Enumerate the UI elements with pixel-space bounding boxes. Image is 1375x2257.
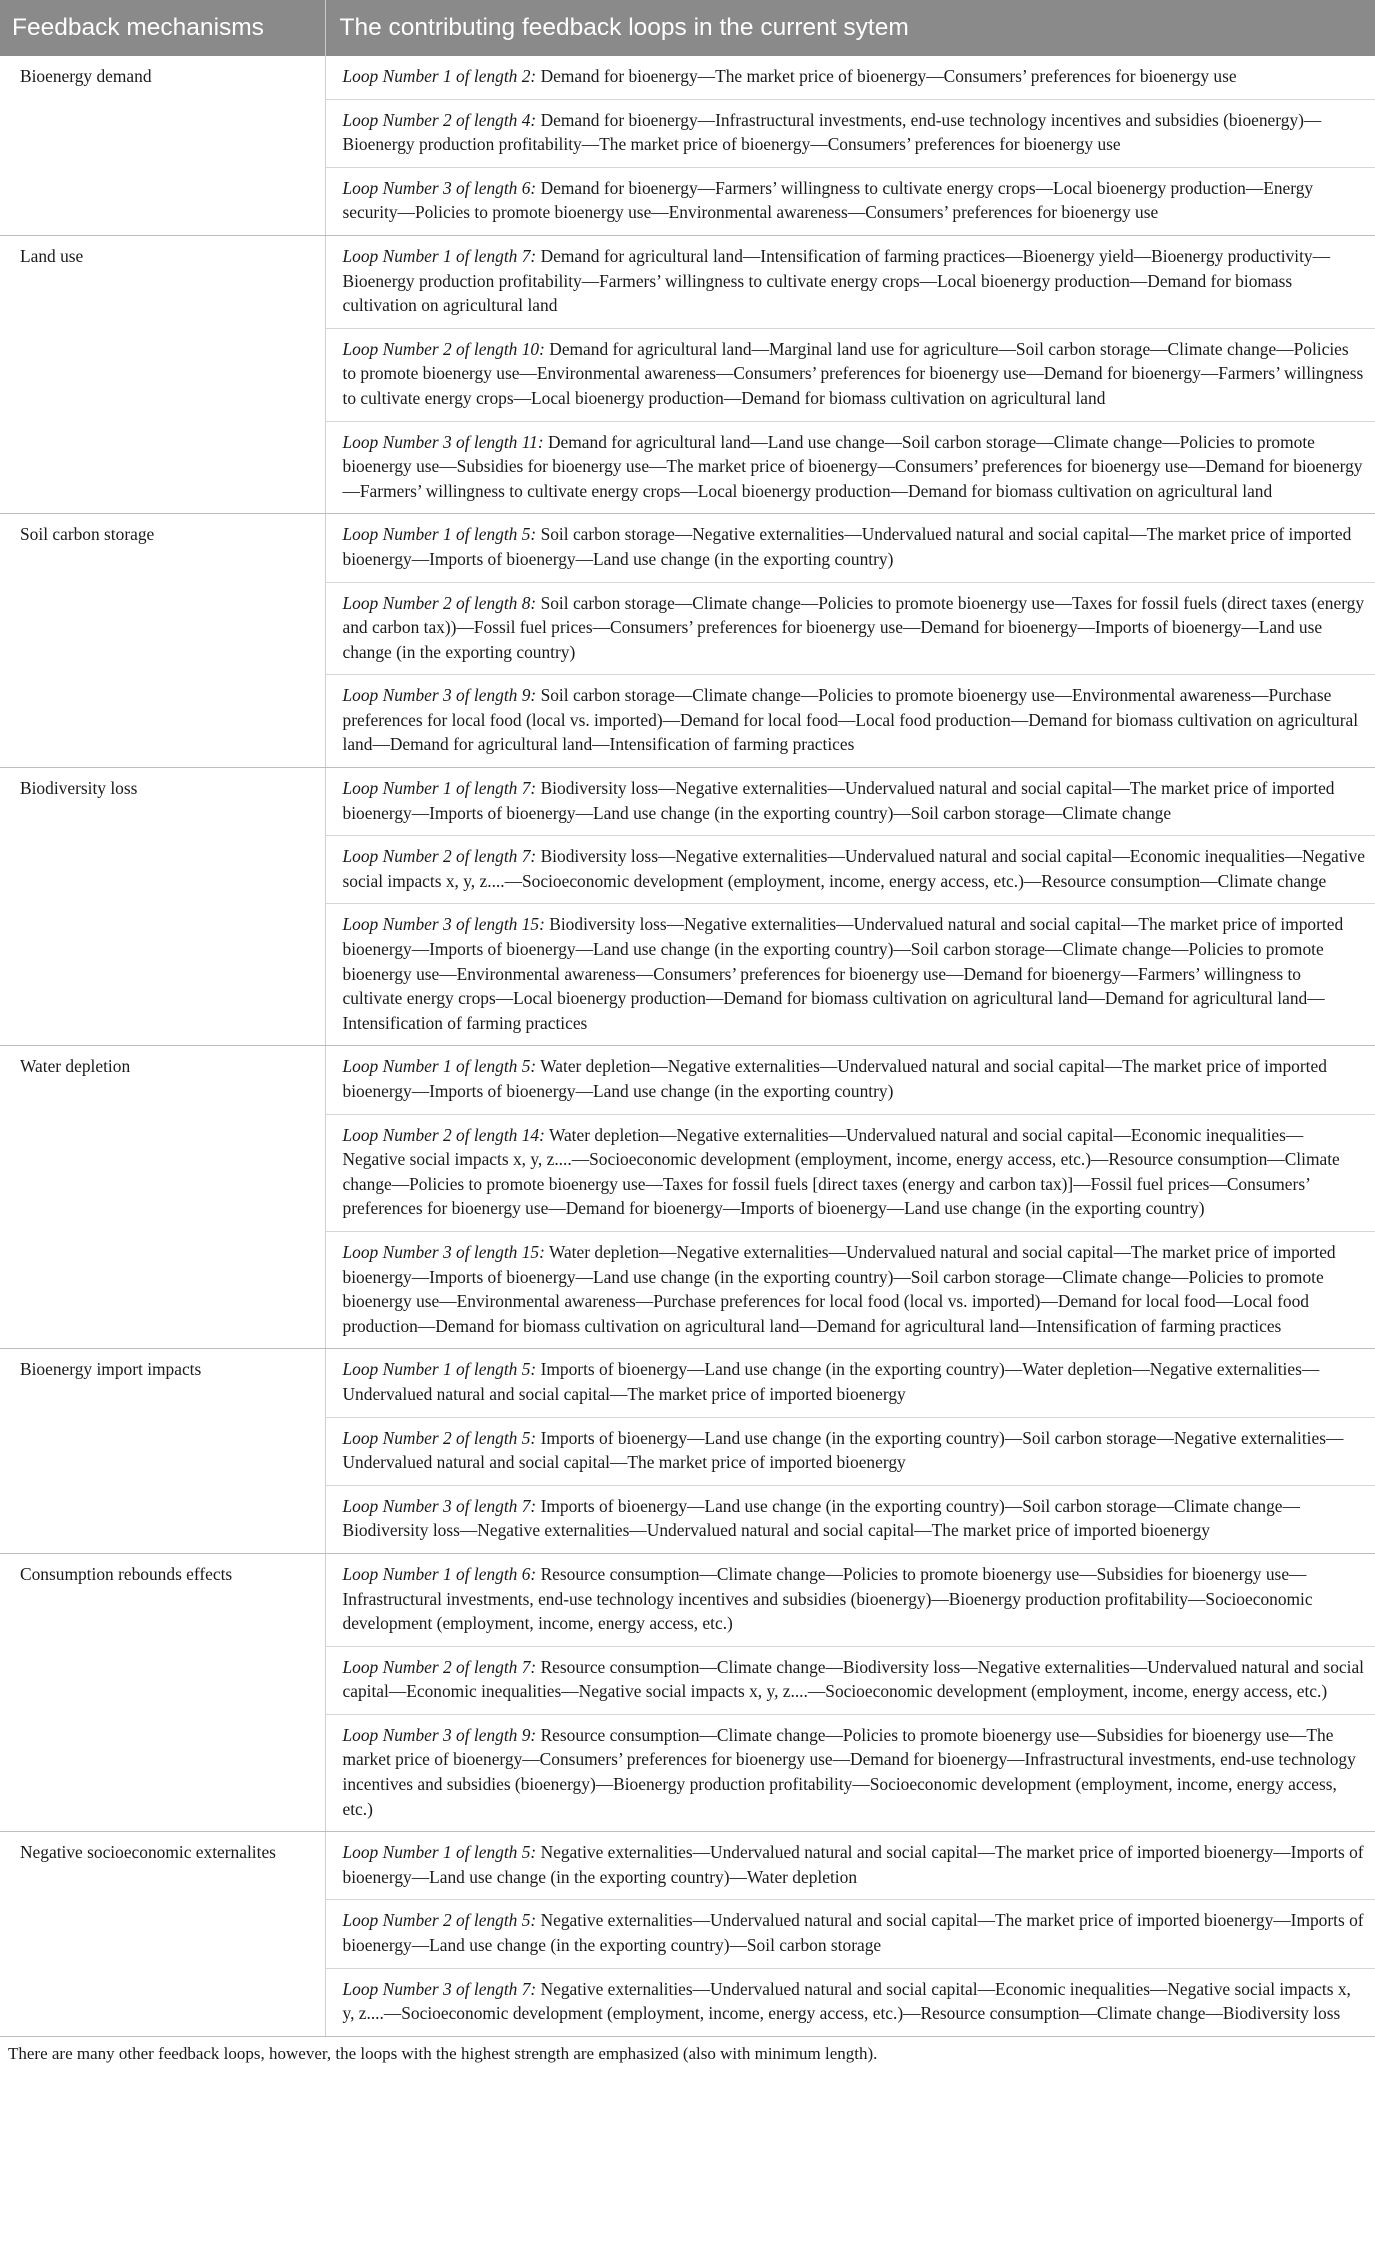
loop-label: Loop Number 3 of length 9: [342,1724,537,1745]
loop-label: Loop Number 2 of length 10: [342,338,545,359]
loop-path-text: Soil carbon storage—Climate change—Policies to promote bioenergy use—Taxes for fossil fuels (direct taxes (energy and carbon tax))—Fossil fuel prices—Consumers’ preferences for bioenergy use—Demand for bioenergy—Imports of bioenergy—Land use change (in the exporting country) [342,592,1365,662]
loop-label: Loop Number 2 of length 5: [342,1427,537,1448]
loops-cell [325,514,1375,768]
loop-entry [326,168,1375,235]
table-row [0,768,1375,1046]
loop-entry [326,675,1375,767]
loop-path-text: Demand for bioenergy—The market price of bioenergy—Consumers’ preferences for bioenergy use [536,66,1237,86]
loops-cell [325,768,1375,1046]
mechanism-cell: Negative socioeconomic externalites [0,1832,325,2037]
loops-cell [325,1553,1375,1831]
loop-label: Loop Number 3 of length 15: [342,1241,545,1262]
loop-label: Loop Number 1 of length 5: [342,524,537,545]
loop-entry [326,836,1375,904]
loop-label: Loop Number 3 of length 7: [342,1978,537,1999]
mechanism-cell: Water depletion [0,1046,325,1349]
loop-path-text: Demand for agricultural land—Marginal land use for agriculture—Soil carbon storage—Climate change—Policies to promote bioenergy use—Environmental awareness—Consumers’ preferences for bioenergy use—Demand for bioenergy—Farmers’ willingness to cultivate energy crops—Local bioenergy production—Demand for biomass cultivation on agricultural land [342,338,1364,408]
loop-entry [326,1115,1375,1232]
loop-path-text: Water depletion—Negative externalities—Undervalued natural and social capital—The market price of imported bioenergy—Imports of bioenergy—Land use change (in the exporting country) [342,1056,1327,1101]
loop-path-text: Imports of bioenergy—Land use change (in the exporting country)—Water depletion—Negative externalities—Undervalued natural and social capital—The market price of imported bioenergy [342,1359,1320,1404]
loop-path-text: Negative externalities—Undervalued natural and social capital—Economic inequalities—Negative social impacts x, y, z....—Socioeconomic development (employment, income, energy access, etc.)—Resource consumption—Climate change—Biodiversity loss [342,1978,1351,2024]
loop-label: Loop Number 1 of length 2: [342,66,537,86]
loop-entry [326,583,1375,676]
loop-path-text: Resource consumption—Climate change—Biodiversity loss—Negative externalities—Undervalued natural and social capital—Economic inequalities—Negative social impacts x, y, z....—Socioeconomic development (employment, income, energy access, etc.) [342,1656,1364,1702]
loop-path-text: Water depletion—Negative externalities—Undervalued natural and social capital—The market price of imported bioenergy—Imports of bioenergy—Land use change (in the exporting country)—Soil carbon storage—Climate change—Policies to promote bioenergy use—Environmental awareness—Purchase preferences for local food (local vs. imported)—Demand for local food—Local food production—Demand for biomass cultivation on agricultural land—Demand for agricultural land—Intensification of farming practices [342,1241,1336,1336]
loops-cell [325,56,1375,235]
loop-label: Loop Number 3 of length 11: [342,431,544,452]
loop-path-text: Resource consumption—Climate change—Policies to promote bioenergy use—Subsidies for bioenergy use—Infrastructural investments, end-use technology incentives and subsidies (bioenergy)—Bioenergy production profitability—Socioeconomic development (employment, income, energy access, etc.) [342,1563,1313,1634]
loop-entry [326,1715,1375,1831]
loop-label: Loop Number 3 of length 7: [342,1495,537,1516]
loop-path-text: Imports of bioenergy—Land use change (in the exporting country)—Soil carbon storage—Climate change—Biodiversity loss—Negative externalities—Undervalued natural and social capital—The market price of imported bioenergy [342,1495,1300,1541]
loops-cell [325,1349,1375,1554]
mechanism-cell: Consumption rebounds effects [0,1553,325,1831]
loop-entry [326,1647,1375,1715]
mechanism-cell: Land use [0,235,325,513]
mechanism-cell: Soil carbon storage [0,514,325,768]
loop-path-text: Demand for agricultural land—Intensification of farming practices—Bioenergy yield—Bioenergy productivity—Bioenergy production profitability—Farmers’ willingness to cultivate energy crops—Local bioenergy production—Demand for biomass cultivation on agricultural land [342,245,1331,316]
table-row [0,56,1375,235]
loop-label: Loop Number 1 of length 5: [342,1056,537,1077]
loop-entry [326,904,1375,1045]
loop-path-text: Biodiversity loss—Negative externalities—Undervalued natural and social capital—The market price of imported bioenergy—Imports of bioenergy—Land use change (in the exporting country)—Soil carbon storage—Climate change [342,778,1335,823]
table-row [0,1553,1375,1831]
header-row [0,0,1375,56]
mechanism-cell: Bioenergy demand [0,56,325,235]
table-row [0,235,1375,513]
loop-path-text: Negative externalities—Undervalued natural and social capital—The market price of imported bioenergy—Imports of bioenergy—Land use change (in the exporting country)—Soil carbon storage [342,1910,1364,1956]
loop-entry [326,1046,1375,1114]
loop-entry [326,100,1375,168]
table-row [0,514,1375,768]
loop-label: Loop Number 2 of length 7: [342,1656,537,1677]
loop-entry [326,1900,1375,1968]
loop-label: Loop Number 1 of length 5: [342,1842,537,1863]
table-row [0,1349,1375,1554]
loop-path-text: Demand for bioenergy—Infrastructural investments, end-use technology incentives and subsidies (bioenergy)—Bioenergy production profitability—The market price of bioenergy—Consumers’ preferences for bioenergy use [342,109,1322,155]
loop-label: Loop Number 2 of length 7: [342,846,537,867]
loop-path-text: Biodiversity loss—Negative externalities—Undervalued natural and social capital—Economic inequalities—Negative social impacts x, y, z....—Socioeconomic development (employment, income, energy access, etc.)—Resource consumption—Climate change [342,846,1365,891]
loop-path-text: Water depletion—Negative externalities—Undervalued natural and social capital—Economic inequalities—Negative social impacts x, y, z....—Socioeconomic development (employment, income, energy access, etc.)—Resource consumption—Climate change—Policies to promote bioenergy use—Taxes for fossil fuels [direct taxes (energy and carbon tax)]—Fossil fuel prices—Consumers’ preferences for bioenergy use—Demand for bioenergy—Imports of bioenergy—Land use change (in the exporting country) [342,1124,1340,1219]
header-feedback-mechanisms: Feedback mechanisms [0,0,325,56]
loop-path-text: Soil carbon storage—Negative externalities—Undervalued natural and social capital—The market price of imported bioenergy—Imports of bioenergy—Land use change (in the exporting country) [342,524,1352,569]
loop-entry [326,422,1375,514]
loop-entry [326,236,1375,329]
loop-label: Loop Number 2 of length 8: [342,592,537,613]
loop-label: Loop Number 2 of length 5: [342,1910,537,1931]
loop-path-text: Biodiversity loss—Negative externalities—Undervalued natural and social capital—The market price of imported bioenergy—Imports of bioenergy—Land use change (in the exporting country)—Soil carbon storage—Climate change—Policies to promote bioenergy use—Environmental awareness—Consumers’ preferences for bioenergy use—Demand for bioenergy—Farmers’ willingness to cultivate energy crops—Local bioenergy production—Demand for biomass cultivation on agricultural land—Demand for agricultural land—Intensification of farming practices [342,914,1344,1033]
loop-entry [326,1349,1375,1417]
mechanism-cell: Bioenergy import impacts [0,1349,325,1554]
loop-label: Loop Number 1 of length 5: [342,1359,537,1380]
table-header [0,0,1375,56]
loop-path-text: Negative externalities—Undervalued natural and social capital—The market price of imported bioenergy—Imports of bioenergy—Land use change (in the exporting country)—Water depletion [342,1842,1364,1887]
loop-entry [326,56,1375,100]
loop-label: Loop Number 2 of length 4: [342,109,537,130]
header-contributing-loops: The contributing feedback loops in the current sytem [325,0,1375,56]
loops-cell [325,1046,1375,1349]
loop-entry [326,1418,1375,1486]
loops-cell [325,235,1375,513]
loops-cell [325,1832,1375,2037]
loop-label: Loop Number 3 of length 6: [342,177,537,198]
loop-path-text: Resource consumption—Climate change—Policies to promote bioenergy use—Subsidies for bioenergy use—The market price of bioenergy—Consumers’ preferences for bioenergy use—Demand for bioenergy—Infrastructural investments, end-use technology incentives and subsidies (bioenergy)—Bioenergy production profitability—Socioeconomic development (employment, income, energy access, etc.) [342,1724,1356,1819]
loop-path-text: Demand for agricultural land—Land use change—Soil carbon storage—Climate change—Policies to promote bioenergy use—Subsidies for bioenergy use—The market price of bioenergy—Consumers’ preferences for bioenergy use—Demand for bioenergy—Farmers’ willingness to cultivate energy crops—Local bioenergy production—Demand for biomass cultivation on agricultural land [342,431,1363,501]
loop-path-text: Demand for bioenergy—Farmers’ willingness to cultivate energy crops—Local bioenergy production—Energy security—Policies to promote bioenergy use—Environmental awareness—Consumers’ preferences for bioenergy use [342,177,1314,223]
table-footnote: There are many other feedback loops, however, the loops with the highest strength are emphasized (also with minimum length). [8,2043,878,2063]
loop-path-text: Soil carbon storage—Climate change—Policies to promote bioenergy use—Environmental awareness—Purchase preferences for local food (local vs. imported)—Demand for local food—Local food production—Demand for biomass cultivation on agricultural land—Demand for agricultural land—Intensification of farming practices [342,685,1359,755]
loop-label: Loop Number 1 of length 7: [342,245,537,266]
loop-entry [326,1969,1375,2036]
loop-label: Loop Number 3 of length 9: [342,685,537,706]
table-row [0,1046,1375,1349]
loop-path-text: Imports of bioenergy—Land use change (in the exporting country)—Soil carbon storage—Negative externalities—Undervalued natural and social capital—The market price of imported bioenergy [342,1427,1344,1473]
loop-entry [326,768,1375,836]
loop-entry [326,1554,1375,1647]
loop-entry [326,329,1375,422]
loop-entry [326,514,1375,582]
loop-label: Loop Number 1 of length 7: [342,778,537,799]
loop-entry [326,1486,1375,1553]
table-row [0,1832,1375,2037]
loop-entry [326,1832,1375,1900]
table-body [0,56,1375,2036]
loop-label: Loop Number 2 of length 14: [342,1124,545,1145]
loop-entry [326,1232,1375,1348]
loop-label: Loop Number 1 of length 6: [342,1563,537,1584]
mechanism-cell: Biodiversity loss [0,768,325,1046]
loop-label: Loop Number 3 of length 15: [342,914,545,935]
